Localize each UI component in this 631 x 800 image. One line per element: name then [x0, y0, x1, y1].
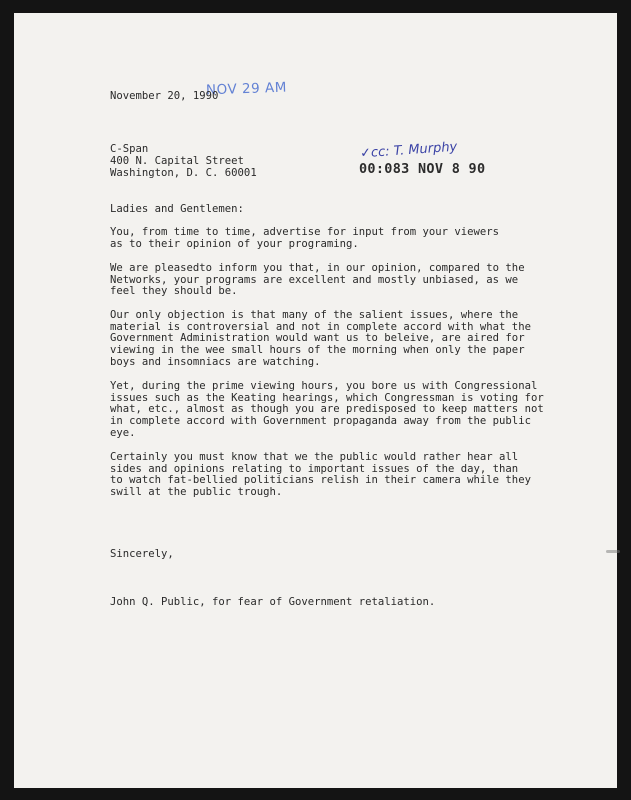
paragraph-2: We are pleasedto inform you that, in our opinion, compared to the Networks, your programs are excellent and mostly unbiased, as we feel they should be. [110, 262, 525, 298]
recipient-street: 400 N. Capital Street [110, 155, 244, 167]
signature-line: John Q. Public, for fear of Government retaliation. [110, 596, 436, 608]
recipient-city: Washington, D. C. 60001 [110, 167, 257, 179]
routing-number-stamp: 00:083 NOV 8 90 [359, 161, 486, 177]
paragraph-4: Yet, during the prime viewing hours, you bore us with Congressional issues such as the Keating hearings, which Congressman is voting for what, etc., almost as though you are predisposed to keep matters not in complete accord with Government propaganda away from the public eye. [110, 380, 544, 439]
paragraph-1: You, from time to time, advertise for input from your viewers as to their opinion of your programing. [110, 226, 500, 250]
paper-mark [606, 550, 620, 553]
salutation: Ladies and Gentlemen: [110, 203, 244, 215]
letter-page [14, 13, 617, 788]
paragraph-5: Certainly you must know that we the public would rather hear all sides and opinions relating to important issues of the day, than to watch fat-bellied politicians relish in their camera while they swill at the public trough. [110, 451, 531, 499]
handwritten-cc-note: ✓cc: T. Murphy [359, 139, 458, 162]
received-date-stamp: NOV 29 AM [205, 79, 288, 99]
letter-date: November 20, 1990 [110, 90, 219, 102]
closing: Sincerely, [110, 548, 174, 560]
recipient-name: C-Span [110, 143, 149, 155]
paragraph-3: Our only objection is that many of the salient issues, where the material is controversial and not in complete accord with what the Government Administration would want us to beleive, are aired for viewing in the wee small hours of the morning when only the paper boys and insomniacs are watching. [110, 309, 531, 368]
